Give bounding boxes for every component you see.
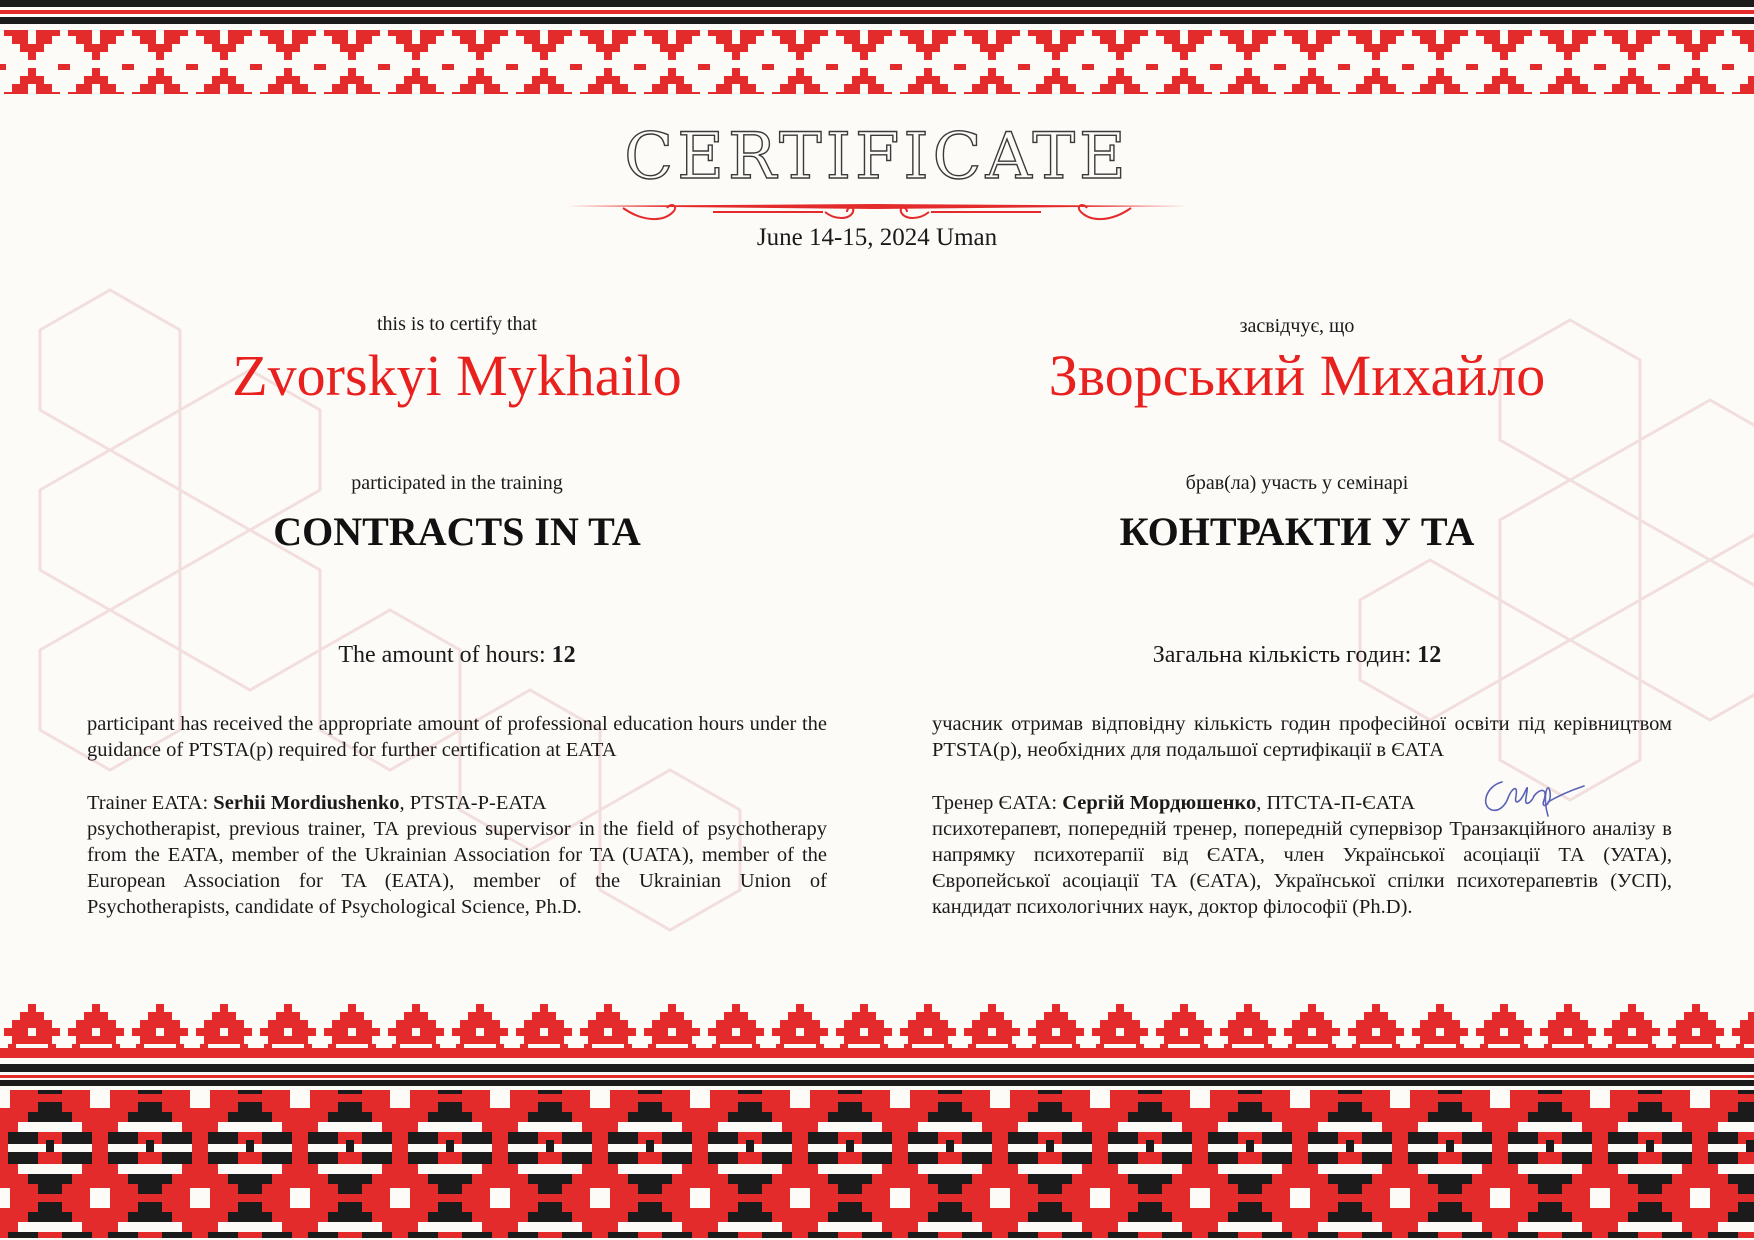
trainer-label-uk: Тренер ЄАТА: xyxy=(932,792,1063,814)
trainer-title-uk: , ПТСТА-П-ЄАТА xyxy=(1256,792,1416,814)
training-lead-en: participated in the training xyxy=(351,472,563,494)
trainer-name-en: Serhii Mordiushenko xyxy=(213,792,400,814)
hours-value-uk: 12 xyxy=(1417,642,1442,668)
certify-lead-uk: засвідчує, що xyxy=(1239,315,1355,337)
certificate-title-block xyxy=(0,120,1754,194)
course-title-en: CONTRACTS IN TA xyxy=(273,509,641,554)
hours-line-uk xyxy=(917,642,1677,669)
hours-label-uk: Загальна кількість годин: xyxy=(1152,642,1418,668)
certify-lead-en: this is to certify that xyxy=(377,313,537,335)
top-ornament-band xyxy=(0,0,1754,100)
hours-value-en: 12 xyxy=(551,642,576,668)
hours-label-en: The amount of hours: xyxy=(338,642,552,668)
trainer-signature xyxy=(1478,772,1588,822)
participant-text-uk: учасник отримав відповідну кількість годин професійної освіти під керівництвом PTSTA(p), необхідних для подальшої сертифікації в ЄАТА xyxy=(932,713,1672,761)
trainer-bio-en: psychotherapist, previous trainer, TA previous supervisor in the field of psychotherapy from the EATA, member of the Ukrainian Association for TA (UATA), member of the European Association for TA (EATA), member of the Ukrainian Union of Psychotherapists, candidate of Psychological Science, Ph.D. xyxy=(87,818,827,918)
participant-text-en: participant has received the appropriate amount of professional education hours under the guidance of PTSTA(p) required for further certification at EATA xyxy=(87,713,827,761)
course-title-uk: КОНТРАКТИ У ТА xyxy=(1119,509,1475,554)
trainer-block-en xyxy=(87,790,827,920)
hours-line-en xyxy=(77,642,837,669)
trainer-name-uk: Сергій Мордюшенко xyxy=(1062,792,1257,814)
title-flourish-divider xyxy=(563,196,1191,226)
trainer-title-en: , PTSTA-P-EATA xyxy=(399,792,547,814)
trainer-bio-uk: психотерапевт, попередній тренер, попередній супервізор Транзакційного аналізу в напрямку психотерапії від ЄАТА, член Української асоціації ТА (УАТА), Європейської асоціації ТА (ЄАТА), Української спілки психотерапевтів (УСП), кандидат психологічних наук, доктор філософії (Ph.D). xyxy=(932,818,1672,918)
event-date-place: June 14-15, 2024 Uman xyxy=(756,224,998,251)
training-lead-uk: брав(ла) участь у семінарі xyxy=(1185,472,1409,494)
recipient-name-en: Zvorskyi Mykhailo xyxy=(232,343,682,408)
bottom-ornament-band xyxy=(0,998,1754,1240)
trainer-label-en: Trainer EATA: xyxy=(87,792,214,814)
certificate-title: CERTIFICATE xyxy=(624,120,1130,194)
recipient-name-uk: Зворський Михайло xyxy=(1048,343,1546,408)
